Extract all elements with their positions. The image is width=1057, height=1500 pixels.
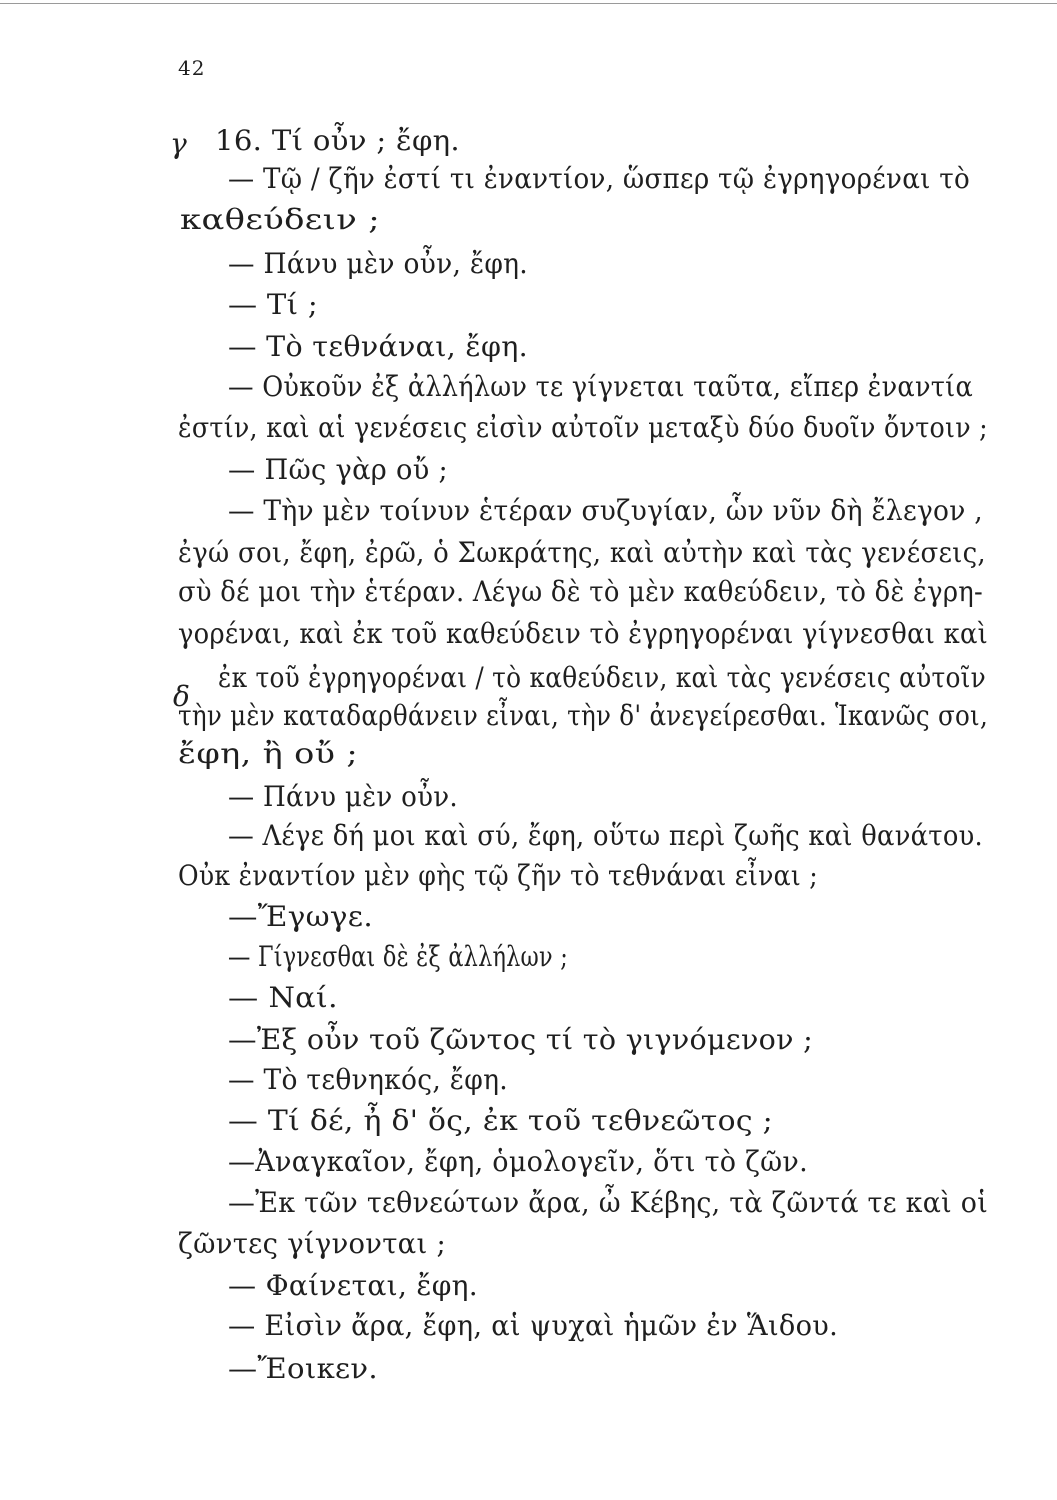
- margin-marker-delta: δ: [173, 680, 190, 713]
- text-line: ζῶντες γίγνονται ;: [178, 1227, 446, 1260]
- text-line: ἐστίν, καὶ αἱ γενέσεις εἰσὶν αὐτοῖν μεταξὺ δύο δυοῖν ὄντοιν ;: [178, 411, 988, 444]
- text-line: — Οὐκοῦν ἐξ ἀλλήλων τε γίγνεται ταῦτα, εἴπερ ἐναντία: [228, 370, 973, 403]
- text-line: —Ἐξ οὖν τοῦ ζῶντος τί τὸ γιγνόμενον ;: [228, 1023, 814, 1056]
- text-line: — Εἰσὶν ἄρα, ἔφη, αἱ ψυχαὶ ἡμῶν ἐν Ἅιδου.: [228, 1309, 839, 1342]
- page-number: 42: [178, 56, 206, 80]
- text-line: ἔφη, ἢ οὔ ;: [178, 737, 359, 770]
- top-rule: [0, 3, 1057, 4]
- text-line: ἐκ τοῦ ἐγρηγορέναι / τὸ καθεύδειν, καὶ τὰς γενέσεις αὐτοῖν: [218, 661, 986, 694]
- text-line: — Λέγε δή μοι καὶ σύ, ἔφη, οὕτω περὶ ζωῆς καὶ θανάτου.: [228, 819, 984, 852]
- text-line: — Πάνυ μὲν οὖν, ἔφη.: [228, 247, 529, 280]
- text-line: σὺ δέ μοι τὴν ἑτέραν. Λέγω δὲ τὸ μὲν καθεύδειν, τὸ δὲ ἐγρη-: [178, 575, 984, 608]
- text-line: καθεύδειν ;: [180, 203, 381, 236]
- text-line: Οὐκ ἐναντίον μὲν φὴς τῷ ζῆν τὸ τεθνάναι εἶναι ;: [178, 859, 818, 892]
- text-line: — Τί δέ, ἦ δ' ὅς, ἐκ τοῦ τεθνεῶτος ;: [228, 1104, 774, 1137]
- text-line: — Πῶς γὰρ οὔ ;: [228, 453, 449, 486]
- text-line: τὴν μὲν καταδαρθάνειν εἶναι, τὴν δ' ἀνεγείρεσθαι. Ἱκανῶς σοι,: [178, 699, 989, 732]
- text-line: ἐγώ σοι, ἔφη, ἐρῶ, ὁ Σωκράτης, καὶ αὐτὴν καὶ τὰς γενέσεις,: [178, 536, 986, 569]
- text-line: —Ἔγωγε.: [228, 900, 374, 933]
- text-line: — Φαίνεται, ἔφη.: [228, 1269, 479, 1302]
- text-line: —Ἀναγκαῖον, ἔφη, ὁμολογεῖν, ὅτι τὸ ζῶν.: [228, 1145, 808, 1178]
- text-line: 16. Τί οὖν ; ἔφη.: [215, 124, 460, 157]
- margin-marker-gamma: γ: [170, 127, 187, 160]
- text-line: — Πάνυ μὲν οὖν.: [228, 780, 459, 813]
- text-line: — Τὸ τεθνηκός, ἔφη.: [228, 1063, 508, 1096]
- text-line: — Τὴν μὲν τοίνυν ἑτέραν συζυγίαν, ὧν νῦν δὴ ἔλεγον ,: [228, 494, 983, 527]
- text-line: —Ἔοικεν.: [228, 1352, 378, 1385]
- text-line: — Γίγνεσθαι δὲ ἐξ ἀλλήλων ;: [228, 940, 568, 973]
- text-line: — Ναί.: [228, 981, 338, 1014]
- text-line: — Τὸ τεθνάναι, ἔφη.: [228, 330, 529, 363]
- text-line: — Τῷ / ζῆν ἐστί τι ἐναντίον, ὥσπερ τῷ ἐγρηγορέναι τὸ: [228, 162, 970, 195]
- text-line: γορέναι, καὶ ἐκ τοῦ καθεύδειν τὸ ἐγρηγορέναι γίγνεσθαι καὶ: [178, 617, 989, 650]
- text-line: —Ἐκ τῶν τεθνεώτων ἄρα, ὦ Κέβης, τὰ ζῶντά τε καὶ οἱ: [228, 1186, 988, 1219]
- text-line: — Τί ;: [228, 288, 318, 321]
